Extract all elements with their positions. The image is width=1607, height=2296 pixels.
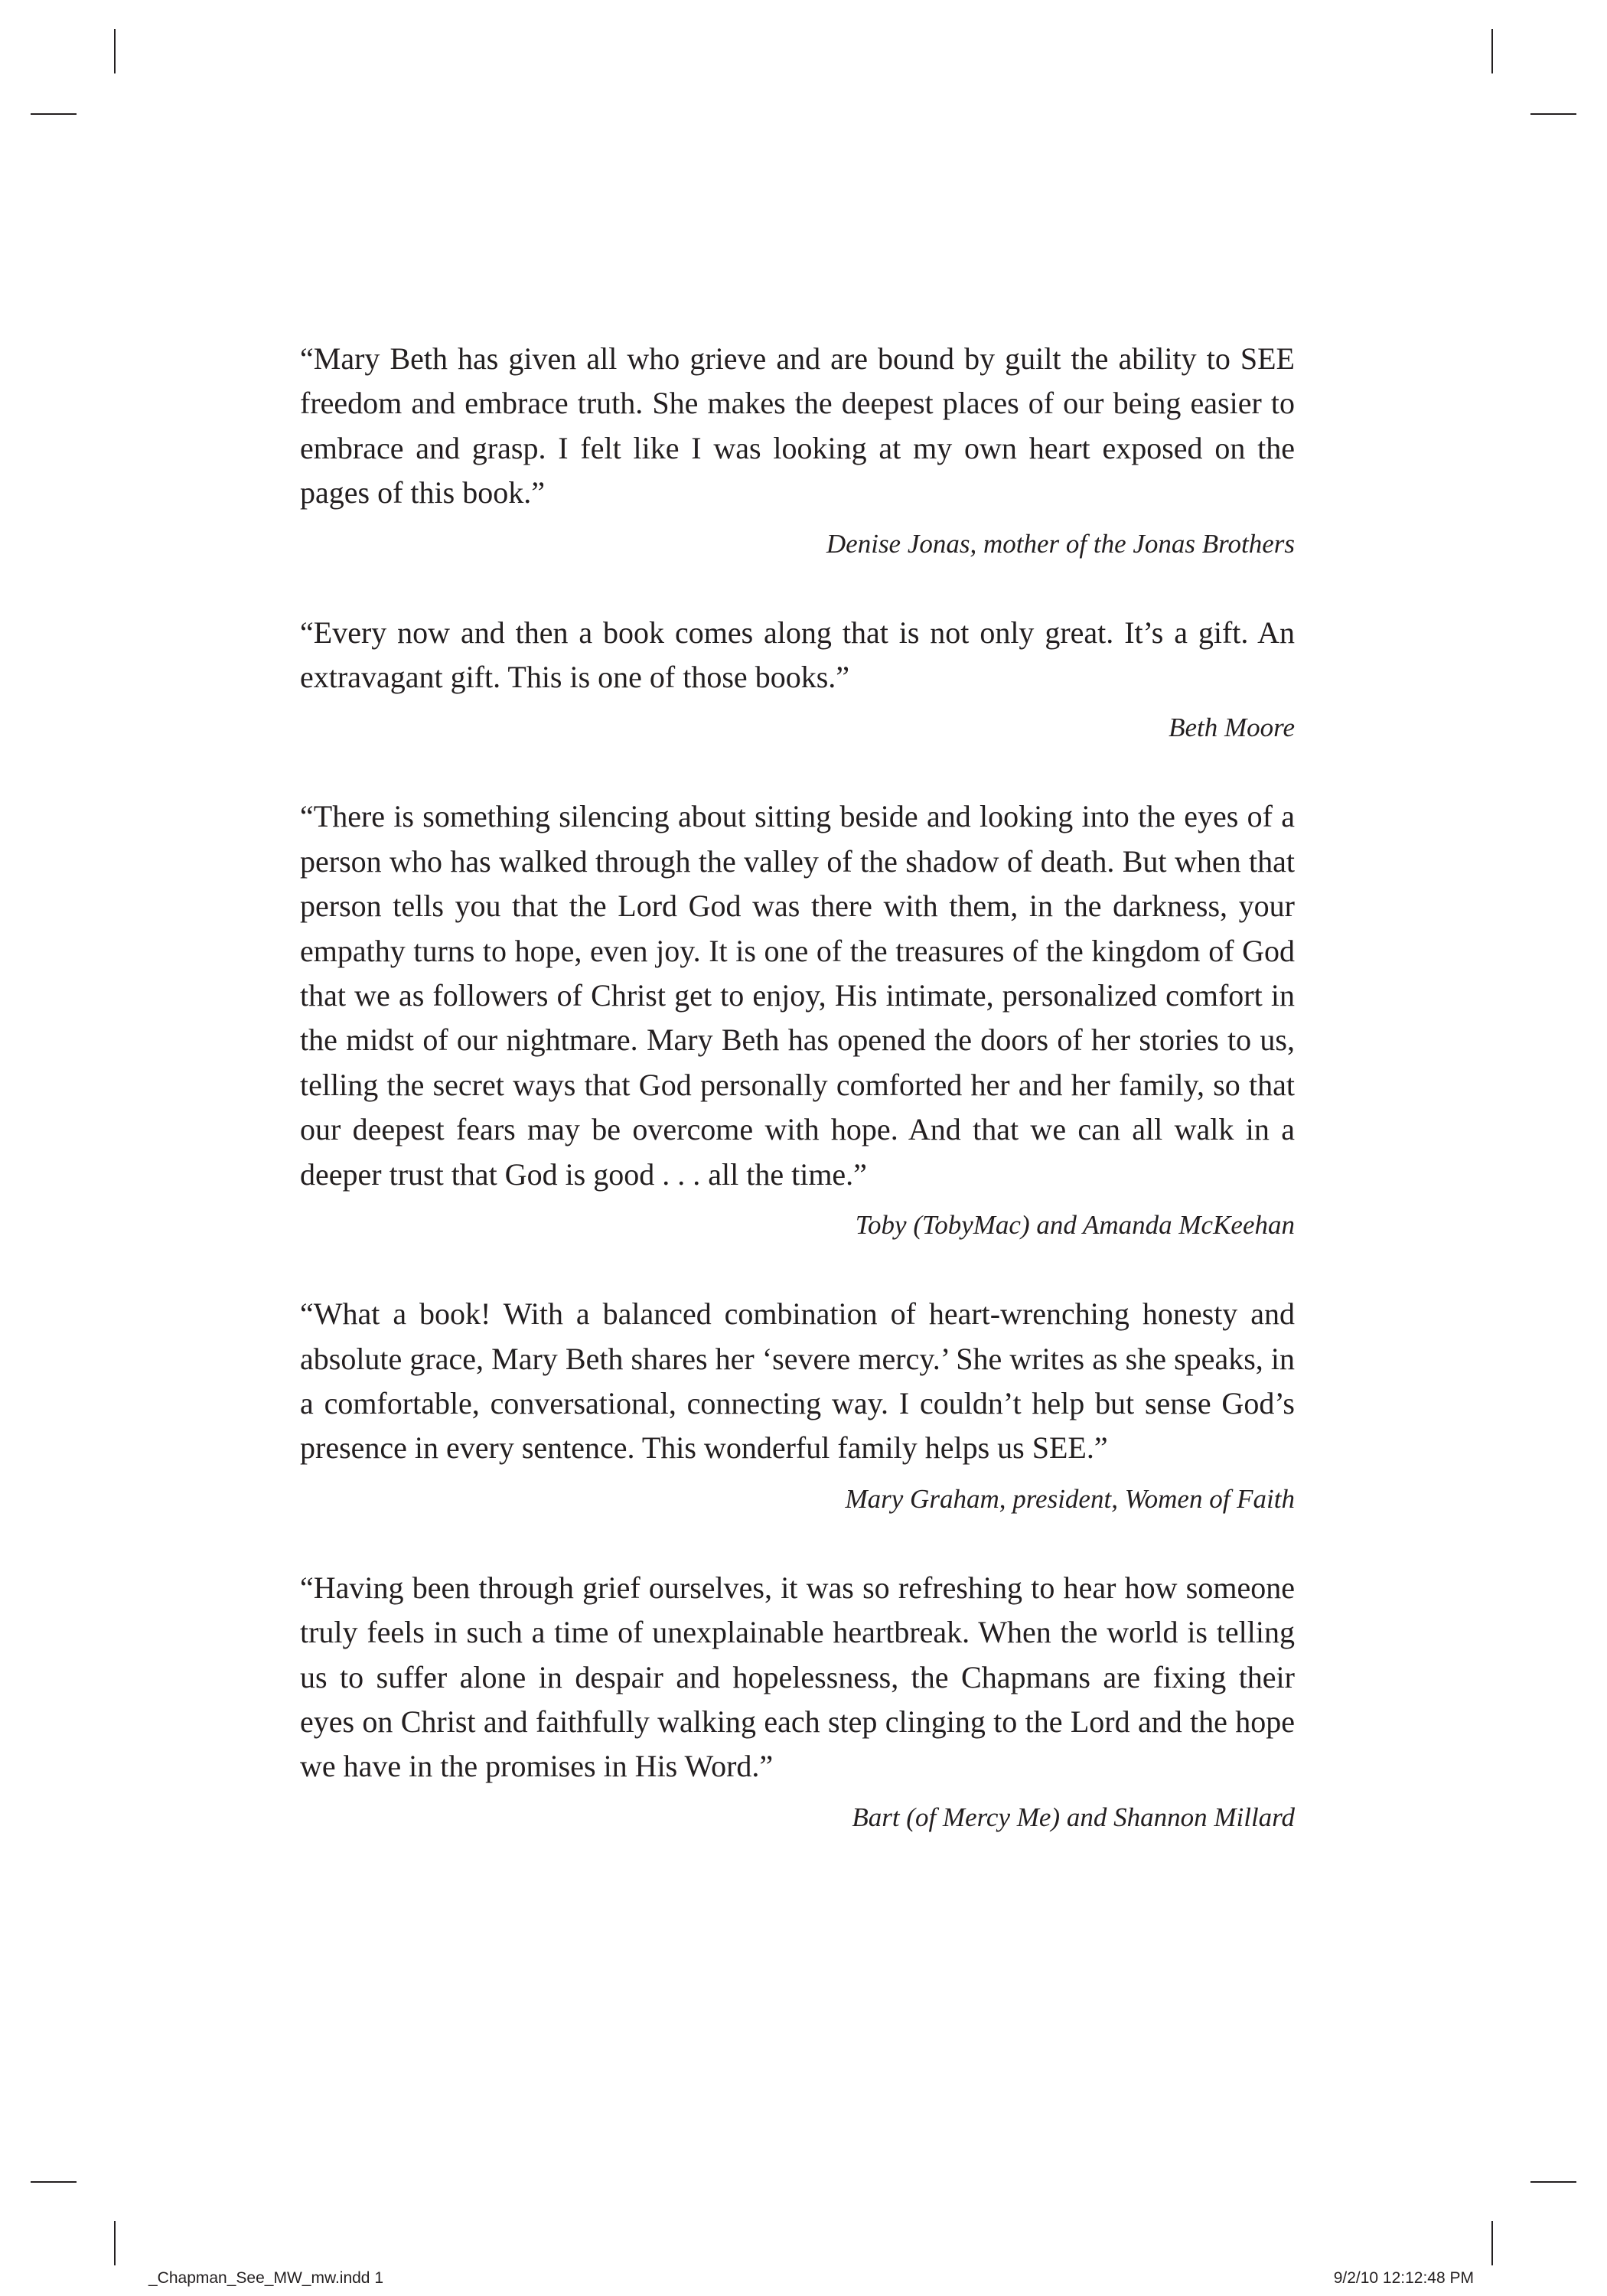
testimonial-attribution: Toby (TobyMac) and Amanda McKeehan: [855, 1210, 1295, 1241]
crop-mark-top-left-horizontal: [31, 113, 77, 115]
crop-mark-bottom-right-horizontal: [1530, 2181, 1576, 2183]
testimonial-quote: “Every now and then a book comes along that is not only great. It’s a gift. An extravagant gift. This is one of those books.”: [300, 615, 1295, 695]
testimonial-attribution: Mary Graham, president, Women of Faith: [845, 1483, 1295, 1514]
testimonial: [300, 794, 1295, 1243]
endorsements-block: [300, 337, 1295, 1835]
testimonial-attribution: Beth Moore: [1169, 713, 1295, 743]
testimonial-quote: “Mary Beth has given all who grieve and are bound by guilt the ability to SEE freedom and embrace truth. She makes the deepest places of our being easier to embrace and grasp. I felt like I was looking at my own heart exposed on the pages of this book.”: [300, 341, 1295, 510]
testimonial-attribution: Bart (of Mercy Me) and Shannon Millard: [852, 1802, 1295, 1832]
testimonial-quote: “What a book! With a balanced combination of heart-wrenching honesty and absolute grace, Mary Beth shares her ‘severe mercy.’ She writes as she speaks, in a comfortable, conversational, connecting way. I couldn’t help but sense God’s presence in every sentence. This wonderful family helps us SEE.”: [300, 1296, 1295, 1466]
crop-mark-top-right-horizontal: [1530, 113, 1576, 115]
crop-mark-top-left: [114, 29, 116, 73]
crop-mark-top-right: [1491, 29, 1493, 73]
crop-mark-bottom-left: [114, 2221, 116, 2265]
testimonial: [300, 611, 1295, 746]
testimonial: [300, 1292, 1295, 1517]
slug-filename: _Chapman_See_MW_mw.indd 1: [148, 2269, 384, 2287]
testimonial-quote: “There is something silencing about sitting beside and looking into the eyes of a person who has walked through the valley of the shadow of death. But when that person tells you that the Lord God was there with them, in the darkness, your empathy turns to hope, even joy. It is one of the treasures of the kingdom of God that we as followers of Christ get to enjoy, His intimate, personalized comfort in the midst of our nightmare. Mary Beth has opened the doors of her stories to us, telling the secret ways that God personally comforted her and her family, so that our deepest fears may be overcome with hope. And that we can all walk in a deeper trust that God is good . . . all the time.”: [300, 799, 1295, 1192]
crop-mark-bottom-right: [1491, 2221, 1493, 2265]
testimonial-attribution: Denise Jonas, mother of the Jonas Brothers: [826, 528, 1295, 559]
crop-mark-bottom-left-horizontal: [31, 2181, 77, 2183]
testimonial: [300, 337, 1295, 562]
slug-timestamp: 9/2/10 12:12:48 PM: [1333, 2269, 1474, 2287]
testimonial-quote: “Having been through grief ourselves, it was so refreshing to hear how someone truly feels in such a time of unexplainable heartbreak. When the world is telling us to suffer alone in despair and hopelessness, the Chapmans are fixing their eyes on Christ and faithfully walking each step clinging to the Lord and the hope we have in the promises in His Word.”: [300, 1570, 1295, 1784]
testimonial: [300, 1566, 1295, 1835]
